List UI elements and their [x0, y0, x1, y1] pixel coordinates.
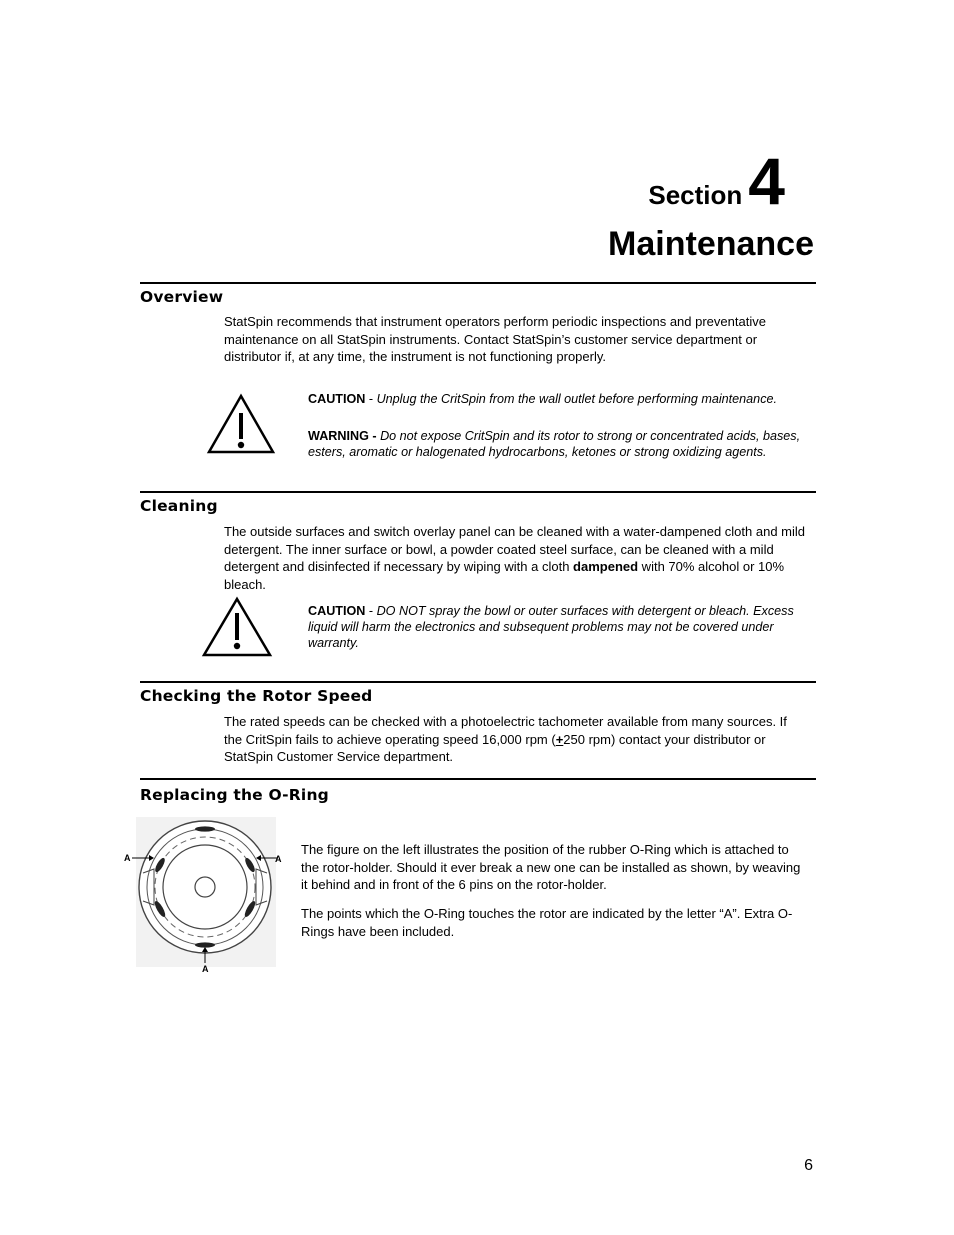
section-number: 4	[748, 144, 785, 218]
point-a-label-right: A	[275, 854, 282, 864]
oring-heading: Replacing the O-Ring	[140, 786, 329, 804]
section-label: Section	[648, 180, 743, 210]
warning-triangle-icon	[206, 393, 276, 455]
cleaning-heading: Cleaning	[140, 497, 218, 515]
warning-label: WARNING	[308, 429, 369, 443]
oring-rotor-diagram	[118, 815, 296, 977]
rotor-speed-body	[224, 713, 808, 766]
caution-text: DO NOT spray the bowl or outer surfaces with detergent or bleach. Excess liquid will harm the electronics and subsequent problems may not be covered under warranty.	[308, 604, 794, 650]
cleaning-body-part-2: with 70% alcohol or 10% bleach.	[224, 559, 785, 592]
overview-warning-note	[308, 428, 816, 460]
section-header	[648, 144, 785, 218]
warning-triangle-icon	[201, 596, 273, 658]
page-number: 6	[804, 1157, 813, 1174]
overview-caution-note	[308, 391, 816, 407]
oring-paragraph-2: The points which the O-Ring touches the rotor are indicated by the letter “A”. Extra O-Rings have been included.	[301, 906, 793, 939]
cleaning-body-bold: dampened	[573, 559, 639, 574]
warning-text: Do not expose CritSpin and its rotor to strong or concentrated acids, bases, esters, aromatic or halogenated hydrocarbons, ketones or strong oxidizing agents.	[308, 429, 801, 459]
point-a-label-left: A	[124, 853, 131, 863]
divider	[140, 778, 816, 780]
cleaning-body-part-1: The outside surfaces and switch overlay panel can be cleaned with a water-dampened cloth and mild detergent. The inner surface or bowl, a powder coated steel surface, can be cleaned with a mild detergent and disinfected if necessary by wiping with a cloth	[224, 524, 806, 574]
cleaning-caution-note	[308, 603, 816, 651]
divider	[140, 681, 816, 683]
overview-heading: Overview	[140, 288, 224, 306]
rotor-speed-body-part-1: The rated speeds can be checked with a photoelectric tachometer available from many sources. If the CritSpin fails to achieve operating speed 16,000 rpm (	[224, 714, 787, 747]
rotor-speed-body-part-2: 250 rpm) contact your distributor or StatSpin Customer Service department.	[224, 731, 766, 764]
caution-label: CAUTION	[308, 392, 366, 406]
cleaning-body	[224, 523, 808, 593]
point-a-label-bottom: A	[202, 964, 209, 974]
caution-separator: -	[365, 392, 377, 406]
rotor-speed-heading: Checking the Rotor Speed	[140, 687, 373, 705]
caution-text: Unplug the CritSpin from the wall outlet before performing maintenance.	[376, 392, 777, 406]
caution-separator: -	[365, 604, 377, 618]
plus-minus-symbol: +	[555, 731, 564, 747]
page-title: Maintenance	[608, 225, 814, 263]
oring-paragraph-1: The figure on the left illustrates the position of the rubber O-Ring which is attached to the rotor-holder. Should it ever break a new one can be installed as shown, by weaving it behind and in front of the 6 pins on the rotor-holder.	[301, 842, 801, 892]
divider	[140, 282, 816, 284]
divider	[140, 491, 816, 493]
warning-separator: -	[368, 429, 381, 443]
caution-label: CAUTION	[308, 604, 366, 618]
overview-body: StatSpin recommends that instrument operators perform periodic inspections and preventative maintenance on all StatSpin instruments. Contact StatSpin’s customer service department or distributor if, at any time, the instrument is not functioning properly.	[224, 314, 766, 364]
